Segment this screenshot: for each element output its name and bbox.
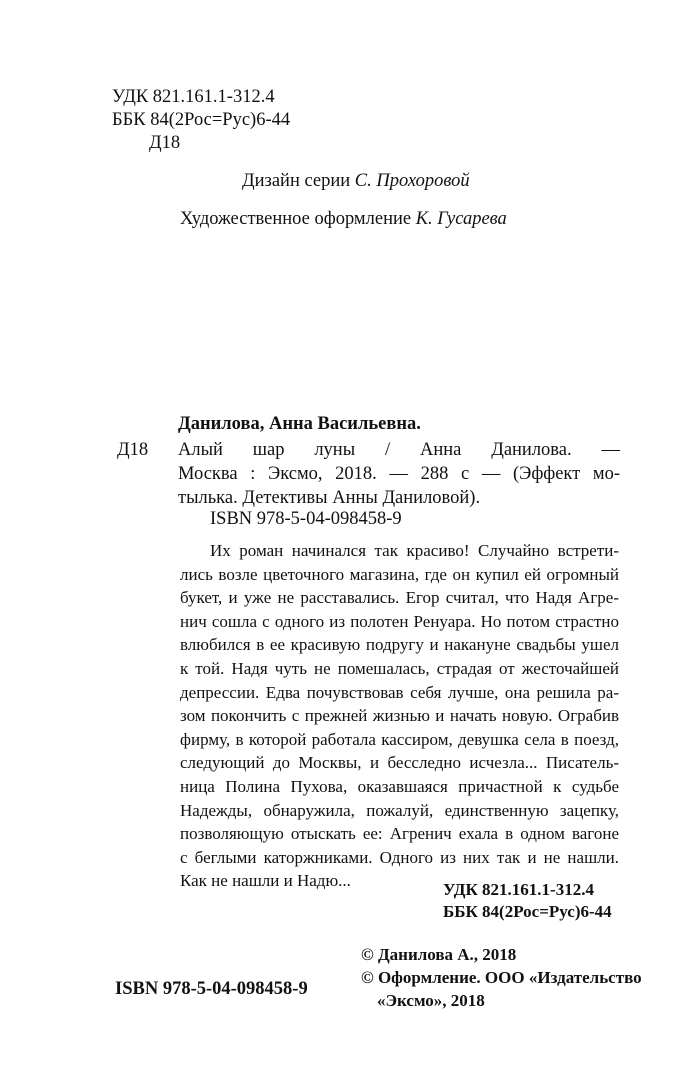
udk-code-bold: УДК 821.161.1-312.4 [443,880,594,899]
annotation-line: лись возле цветочного магазина, где он купил ей огромный [180,564,619,584]
bbk-code: ББК 84(2Рос=Рус)6-44 [112,110,291,130]
annotation-line: позволяющую отыскать ее: Агренич ехала в одном вагоне [180,824,619,844]
copyright-design-line1: © Оформление. ООО «Издательство [361,968,642,987]
copyright-design-line2: «Эксмо», 2018 [377,991,485,1010]
series-design-credit [242,170,470,192]
art-design-credit [180,208,507,230]
annotation-line: с беглыми каторжниками. Одного из них так и не нашли. [180,847,619,867]
annotation-line: Их роман начинался так красиво! Случайно встрети- [210,541,619,560]
bbk-code-bold: ББК 84(2Рос=Рус)6-44 [443,902,612,921]
series-design-label: Дизайн серии [242,171,351,191]
art-design-label: Художественное оформление [180,209,412,229]
udk-code: УДК 821.161.1-312.4 [112,87,275,107]
annotation-line: букет, и уже не расставались. Егор считал, что Надя Агре- [180,588,619,608]
author-mark: Д18 [149,133,181,153]
annotation-line: фирму, в которой работала кассиром, девушка села в поезд, [180,729,619,749]
annotation [180,539,619,893]
copyright-author: © Данилова А., 2018 [361,945,517,964]
record-author-mark: Д18 [117,440,149,460]
description-line: Москва : Эксмо, 2018. — 288 с — (Эффект мо- [178,464,620,484]
author-heading: Данилова, Анна Васильевна. [178,414,421,434]
annotation-line: Надежды, обнаружила, пожалуй, единственную зацепку, [180,800,619,820]
annotation-line: к той. Надя чуть не помешалась, страдая от жесточайшей [180,658,619,678]
description-line: тылька. Детективы Анны Даниловой). [178,488,481,508]
series-design-name: С. Прохоровой [354,171,470,191]
annotation-line: зом покончить с прежней жизнью и начать новую. Ограбив [180,706,619,726]
art-design-name: К. Гусарева [415,209,507,229]
bibliographic-description [178,438,620,510]
annotation-line: нич сошла с одного из полотен Ренуара. Но потом страстно [180,611,619,631]
annotation-line: депрессии. Едва почувствовав себя лучше, она решила ра- [180,682,619,702]
record-isbn: ISBN 978-5-04-098458-9 [210,509,402,529]
annotation-line: ница Полина Пухова, оказавшаяся причастной к судьбе [180,776,619,796]
description-line: Алый шар луны / Анна Данилова. — [178,440,620,460]
footer-isbn: ISBN 978-5-04-098458-9 [115,979,308,999]
annotation-line: влюбился в ее красивую подругу и накануне свадьбы ушел [180,635,619,655]
annotation-line: следующий до Москвы, и бесследно исчезла... Писатель- [180,753,619,773]
annotation-line: Как не нашли и Надю... [180,871,351,891]
